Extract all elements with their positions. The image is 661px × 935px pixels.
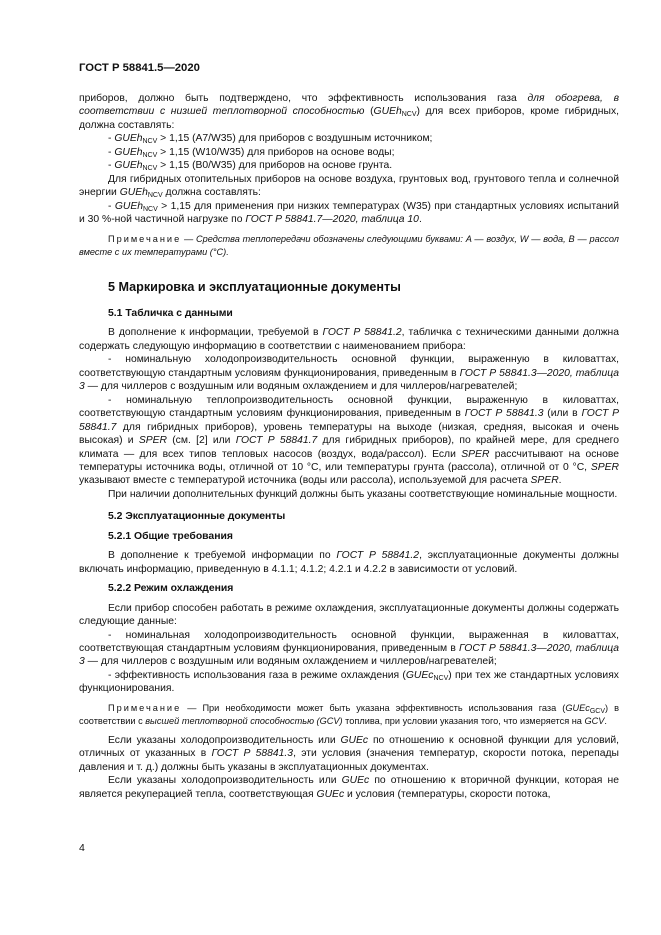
subscript: NCV bbox=[401, 111, 417, 119]
text-italic: GCV bbox=[584, 715, 605, 726]
subscript: NCV bbox=[433, 674, 449, 682]
text: топлива, при условии указания того, что измеряется на bbox=[342, 715, 585, 726]
text-italic: SPER bbox=[461, 448, 490, 460]
document-body bbox=[79, 92, 619, 801]
subscript: NCV bbox=[142, 138, 158, 146]
subscript: NCV bbox=[143, 205, 158, 213]
text-italic: высшей теплотворной способностью (GCV) bbox=[145, 715, 343, 726]
text-italic: ГОСТ Р 58841.3 bbox=[211, 748, 294, 760]
symbol: GUEh bbox=[114, 160, 143, 172]
text: указывают вместе с температурой источника (воды или рассола), используемой для расчета bbox=[79, 475, 531, 487]
text: ( bbox=[364, 106, 374, 118]
text: - bbox=[108, 160, 115, 172]
text: по отношению к основной функции для условий, отличных от указанных в bbox=[79, 734, 619, 760]
paragraph: Если прибор способен работать в режиме охлаждения, эксплуатационные документы должны содержать следующие данные: bbox=[79, 602, 619, 628]
text-italic: GUEc bbox=[316, 788, 345, 800]
text: , табличка с техническими данными должна содержать следующую информацию в соответствии с наименованием прибора: bbox=[79, 327, 619, 352]
symbol: GUEh bbox=[119, 187, 148, 199]
paragraph bbox=[79, 549, 619, 576]
paragraph: При наличии дополнительных функций должны быть указаны соответствующие номинальные мощности. bbox=[108, 488, 618, 500]
list-item bbox=[79, 132, 619, 145]
symbol: GUEh bbox=[114, 146, 143, 158]
subsection-heading: 5.1 Табличка с данными bbox=[108, 307, 233, 319]
symbol: GUEh bbox=[373, 106, 402, 118]
symbol: GUEh bbox=[114, 200, 143, 212]
subsection-heading: 5.2 Эксплуатационные документы bbox=[108, 511, 286, 523]
text: , эксплуатационные документы должны включать информацию, приведенную в 4.1.1; 4.1.2; 4.2.1 и 4.2.2 в зависимости от условий. bbox=[79, 550, 619, 575]
text: . bbox=[604, 715, 607, 726]
paragraph bbox=[79, 92, 619, 132]
text: Если указаны холодопроизводительность или bbox=[108, 775, 342, 787]
text: . bbox=[558, 475, 562, 487]
note bbox=[79, 233, 619, 259]
text: > 1,15 (B0/W35) для приборов на основе грунта. bbox=[157, 160, 393, 172]
text: — При необходимости может быть указана эффективность использования газа ( bbox=[181, 702, 566, 713]
text-italic: ГОСТ Р 58841.7 bbox=[79, 408, 620, 433]
text: ) в соответствии с bbox=[79, 702, 619, 726]
text: > 1,15 (W10/W35) для приборов на основе воды; bbox=[157, 146, 395, 158]
section-heading: 5 Маркировка и эксплуатационные документы bbox=[108, 279, 401, 294]
symbol: GUEh bbox=[114, 133, 143, 145]
text: по отношению к вторичной функции, которая не является рекуперацией тепла, соответствующая bbox=[79, 775, 619, 800]
list-item bbox=[79, 159, 619, 172]
text: В дополнение к информации, требуемой в bbox=[108, 327, 323, 339]
note bbox=[79, 702, 619, 728]
text: - bbox=[108, 146, 115, 158]
text: . bbox=[418, 214, 422, 226]
text: - эффективность использования газа в режиме охлаждения ( bbox=[108, 669, 406, 681]
text-italic: GUEc bbox=[341, 775, 370, 787]
text: (см. [2] или bbox=[166, 435, 236, 447]
document-header: ГОСТ Р 58841.5—2020 bbox=[79, 62, 200, 74]
text: должна составлять: bbox=[162, 187, 261, 199]
text: В дополнение к требуемой информации по bbox=[108, 550, 337, 562]
text: Если указаны холодопроизводительность или bbox=[108, 734, 341, 746]
subscript: NCV bbox=[142, 151, 158, 159]
text: - номинальную холодопроизводительность основной функции, выраженную в киловаттах, соответствующую стандартным условиям функционирования, приведенным в bbox=[79, 354, 619, 379]
paragraph bbox=[79, 173, 619, 200]
text: для гибридных приборов), уровень температуры на выходе (низкая, средняя, высокая и очень высокая) и bbox=[79, 421, 619, 447]
paragraph bbox=[79, 394, 619, 488]
text: , эти условия (значения температур, скорости потока, перепады давления и т. д.) должны быть указаны в эксплуатационных документах. bbox=[79, 748, 619, 773]
text: > 1,15 (A7/W35) для приборов с воздушным источником; bbox=[157, 133, 433, 145]
text-italic: GUEc bbox=[340, 734, 369, 746]
text-italic: ГОСТ Р 58841.7 bbox=[235, 435, 318, 447]
text: — для чиллеров с воздушным или водяным охлаждением и чиллеров/нагревателей; bbox=[84, 656, 497, 668]
text: рассчитывают на основе температуры источника воды, отличной от 10 °C, или температуры грунта (рассола), отличной от 0 °C, bbox=[79, 448, 619, 473]
text: ) для всех приборов, кроме гибридных, должна составлять: bbox=[79, 106, 619, 131]
text: — для чиллеров с воздушным или водяным охлаждением и для чиллеров/нагревателей; bbox=[84, 381, 518, 393]
text: > 1,15 для применения при низких температурах (W35) при стандартных условиях испытаний и 30 %-ной частичной нагрузке по bbox=[79, 200, 619, 226]
text-italic: ГОСТ Р 58841.3 bbox=[464, 408, 544, 420]
subscript: NCV bbox=[147, 192, 163, 200]
text: - bbox=[108, 200, 115, 212]
text-italic: ГОСТ Р 58841.3—2020, таблица 3 bbox=[79, 367, 619, 393]
text: Для гибридных отопительных приборов на основе воздуха, грунтовых вод, грунтового тепла и солнечной энергии bbox=[79, 173, 619, 199]
text-italic: SPER bbox=[530, 475, 559, 487]
symbol: GUEc bbox=[565, 702, 590, 713]
subscript: NCV bbox=[142, 165, 158, 173]
note-label: Примечание bbox=[108, 702, 182, 713]
paragraph bbox=[79, 734, 619, 774]
subsection-heading: 5.2.2 Режим охлаждения bbox=[108, 583, 234, 595]
subscript: GCV bbox=[589, 707, 606, 715]
text: - bbox=[108, 133, 115, 145]
list-item bbox=[79, 200, 619, 227]
text: - номинальная холодопроизводительность основной функции, выраженная в киловаттах, соответствующая стандартным условиям функционирования, приведенным в bbox=[79, 629, 619, 654]
paragraph bbox=[79, 629, 619, 669]
symbol: GUEc bbox=[405, 669, 434, 681]
text: для гибридных приборов), по крайней мере, для среднего климата — для всех типов тепловых насосов (воздух, вода/рассол). Если bbox=[79, 435, 619, 460]
text-italic: ГОСТ Р 58841.7—2020, таблица 10 bbox=[245, 214, 419, 226]
paragraph bbox=[79, 326, 619, 353]
subsection-heading: 5.2.1 Общие требования bbox=[108, 530, 233, 542]
text: ) при тех же стандартных условиях функционирования. bbox=[79, 669, 619, 695]
text-italic: SPER bbox=[138, 435, 167, 447]
paragraph bbox=[79, 774, 619, 801]
text-italic: ГОСТ Р 58841.2 bbox=[322, 327, 402, 339]
text: и условия (температуры, скорости потока, bbox=[344, 788, 551, 800]
text: - номинальную теплопроизводительность основной функции, выраженную в киловаттах, соответствующую стандартным условиям функционирования, приведенным в bbox=[79, 394, 619, 420]
note-label: Примечание bbox=[108, 233, 182, 244]
text-italic: для обогрева, в соответствии с низшей теплотворной способностью bbox=[79, 93, 620, 118]
note-text: — Средства теплопередачи обозначены следующими буквами: A — воздух, W — вода, B — рассол вместе с их температурами (°C). bbox=[79, 233, 619, 257]
paragraph bbox=[79, 669, 619, 696]
text: приборов, должно быть подтверждено, что эффективность использования газа bbox=[79, 93, 528, 104]
text-italic: ГОСТ Р 58841.3—2020, таблица 3 bbox=[79, 642, 619, 668]
list-item bbox=[79, 146, 619, 159]
text: (или в bbox=[543, 408, 582, 420]
paragraph bbox=[79, 353, 619, 393]
text-italic: ГОСТ Р 58841.2 bbox=[336, 550, 420, 562]
text-italic: SPER bbox=[590, 461, 619, 473]
page-number: 4 bbox=[79, 842, 85, 854]
